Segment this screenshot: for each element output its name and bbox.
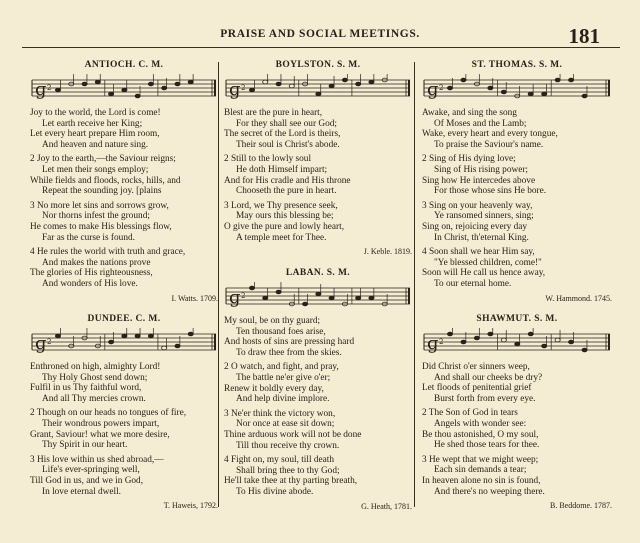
verse-line: 3 Lord, we Thy presence seek, [224,200,338,211]
svg-text:2: 2 [47,84,52,92]
music-staff [224,74,412,104]
verse-line: Of Moses and the Lamb; [434,118,527,129]
svg-text:ɡ: ɡ [427,333,439,354]
verse-line: Shall bring thee to thy God; [236,465,340,476]
hymn-attribution: W. Hammond. 1745. [545,293,612,303]
stanza [422,455,612,497]
verse-line: Let floods of penitential grief [422,383,532,394]
verse-line: And wonders of His love. [42,278,138,289]
verse-line: Their soul is Christ's abode. [236,139,340,150]
verse-line: The secret of the Lord is theirs, [224,129,341,140]
stanza [422,154,612,196]
verse-line: 2 Sing of His dying love; [422,154,516,165]
verse-line: A temple meet for Thee. [236,232,327,243]
verse-line: Each sin demands a tear; [434,465,527,476]
svg-text:ɡ: ɡ [35,333,47,354]
hymn-shawmut [422,314,612,510]
music-staff [30,328,218,358]
verse-line: He'll take thee at thy parting breath, [224,476,358,487]
verse-line: And all Thy mercies crown. [42,393,146,404]
verse-line: And heaven and nature sing. [42,139,149,150]
stanza [224,154,412,196]
verse-line: Burst forth from every eye. [434,393,536,404]
verse-line: The glories of His righteousness, [30,268,153,279]
stanza [30,408,218,450]
music-staff [422,74,612,104]
hymn-title: ST. THOMAS. S. M. [471,60,563,70]
verse-line: 4 Soon shall we hear Him say, [422,247,535,258]
hymn-laban [224,268,412,511]
verse-line: In heaven alone no sin is found, [422,475,541,486]
verse-line: Renew it boldly every day, [224,383,324,394]
verse-line: Did Christ o'er sinners weep, [422,362,530,372]
verse-line: And makes the nations prove [42,257,151,268]
svg-text:2: 2 [439,338,444,346]
hymn-title: SHAWMUT. S. M. [476,314,558,324]
verse-line: Till thou receive thy crown. [236,440,340,451]
hymn-dundee [30,314,218,510]
verse-line: Let every heart prepare Him room, [30,129,160,140]
verse-line: Life's ever-springing well, [42,465,140,476]
verse-line: Be thou astonished, O my soul, [422,429,539,440]
stanza [30,108,218,150]
verse-line: He doth Himself impart; [236,164,328,175]
verse-line: Grant, Saviour! what we more desire, [30,429,170,440]
verse-line: Thine arduous work will not be done [224,429,362,440]
hymn-attribution: G. Heath, 1781. [361,501,412,511]
stanza [30,362,218,404]
verse-line: 4 He rules the world with truth and grace, [30,247,186,258]
hymn-attribution: I. Watts. 1709. [171,293,218,303]
verse-line: Ye ransomed sinners, sing; [434,211,534,222]
svg-text:ɡ: ɡ [35,79,47,100]
verse-line: And help divine implore. [236,394,330,405]
verse-line: The battle ne'er give o'er; [236,372,331,383]
verse-line: Angels with wonder see: [434,418,527,429]
verse-line: Sing on, rejoicing every day [422,221,528,232]
hymn-title: LABAN. S. M. [285,268,351,278]
hymn-attribution: B. Beddome. 1787. [550,501,612,511]
verse-line: Let earth receive her King; [42,118,143,129]
verse-line: Wake, every heart and every tongue, [422,129,558,140]
verse-line: 3 His love within us shed abroad,— [30,454,164,465]
page-header [0,24,640,48]
stanza [30,154,218,196]
stanza [422,362,612,404]
stanza [422,108,612,150]
verse-line: "Ye blessed children, come!" [434,257,542,268]
verse-line: 3 Ne'er think the victory won, [224,408,336,419]
verse-line: Awake, and sing the song [422,108,517,118]
verse-line: Enthroned on high, almighty Lord! [30,362,161,372]
header-rule [22,47,620,48]
verse-line: In Christ, th'eternal King. [434,232,529,243]
verse-line: And for His cradle and His throne [224,175,351,186]
verse-line: 4 Fight on, my soul, till death [224,455,335,466]
verse-line: For they shall see our God; [236,118,337,129]
verse-line: Sing how He intercedes above [422,175,536,186]
verse-line: 2 Still to the lowly soul [224,154,312,165]
svg-text:2: 2 [241,84,246,92]
svg-text:2: 2 [47,338,52,346]
stanza [422,408,612,450]
verse-line: And hosts of sins are pressing hard [224,337,355,348]
stanza [30,455,218,497]
verse-line: 2 The Son of God in tears [422,408,518,419]
verse-line: Sing of His rising power; [434,164,528,175]
verse-line: To draw thee from the skies. [236,347,342,358]
hymn-st-thomas [422,60,612,303]
verse-line: Blest are the pure in heart, [224,108,323,118]
verse-line: 3 He wept that we might weep; [422,454,539,465]
verse-line: May ours this blessing be; [236,211,334,222]
verse-line: Thy Holy Ghost send down; [42,372,148,383]
verse-line: To praise the Saviour's name. [434,139,544,150]
verse-line: 2 Joy to the earth,—the Saviour reigns; [30,154,176,165]
verse-line: Ten thousand foes arise, [236,326,326,337]
verse-line: And there's no weeping there. [434,486,545,497]
hymn-boylston [224,60,412,256]
verse-line: To His divine abode. [236,486,314,497]
stanza [224,409,412,451]
stanza [224,108,412,150]
verse-line: 3 No more let sins and sorrows grow, [30,200,169,211]
stanza [224,362,412,404]
verse-line: He comes to make His blessings flow, [30,221,172,232]
page-number: 181 [568,24,600,48]
stanza [422,247,612,289]
stanza [30,247,218,289]
verse-line: Chooseth the pure in heart. [236,186,337,197]
page-header-title: PRAISE AND SOCIAL MEETINGS. [220,28,420,40]
verse-line: He shed those tears for thee. [434,440,540,451]
verse-line: And shall our cheeks be dry? [434,372,543,383]
column-divider [218,62,219,507]
verse-line: My soul, be on thy guard; [224,316,321,326]
hymn-antioch [30,60,218,303]
verse-line: Fulfil in us Thy faithful word, [30,383,142,394]
verse-line: Nor thorns infest the ground; [42,211,150,222]
hymn-title: ANTIOCH. C. M. [84,60,164,70]
svg-text:2: 2 [439,84,444,92]
verse-line: Repeat the sounding joy. [plains [42,186,162,197]
music-staff [224,282,412,312]
verse-line: 2 O watch, and fight, and pray, [224,362,339,373]
column-divider [414,62,415,507]
verse-line: Joy to the world, the Lord is come! [30,108,161,118]
music-staff [30,74,218,104]
hymn-attribution: T. Haweis, 1792. [163,501,218,511]
hymn-attribution: J. Keble. 1819. [363,247,412,257]
svg-text:ɡ: ɡ [427,79,439,100]
verse-line: Soon will He call us hence away, [422,268,546,279]
stanza [224,316,412,358]
music-staff [422,328,612,358]
stanza [224,201,412,243]
verse-line: Let men their songs employ; [42,164,149,175]
hymn-title: BOYLSTON. S. M. [275,60,361,70]
verse-line: Till God in us, and we in God, [30,475,144,486]
verse-line: While fields and floods, rocks, hills, and [30,175,181,186]
stanza [224,455,412,497]
stanza [30,201,218,243]
stanza [422,201,612,243]
hymn-title: DUNDEE. C. M. [87,314,161,324]
verse-line: 2 Though on our heads no tongues of fire, [30,408,187,419]
verse-line: Nor once at ease sit down; [236,419,335,430]
verse-line: For those whose sins He bore. [434,186,547,197]
verse-line: Thy Spirit in our heart. [42,440,128,451]
verse-line: O give the pure and lowly heart, [224,221,345,232]
svg-text:2: 2 [241,292,246,300]
svg-text:ɡ: ɡ [229,287,241,308]
verse-line: 3 Sing on your heavenly way, [422,200,533,211]
verse-line: Their wondrous powers impart, [42,418,160,429]
svg-text:ɡ: ɡ [229,79,241,100]
verse-line: Far as the curse is found. [42,232,135,243]
verse-line: To our eternal home. [434,278,512,289]
verse-line: In love eternal dwell. [42,486,121,497]
